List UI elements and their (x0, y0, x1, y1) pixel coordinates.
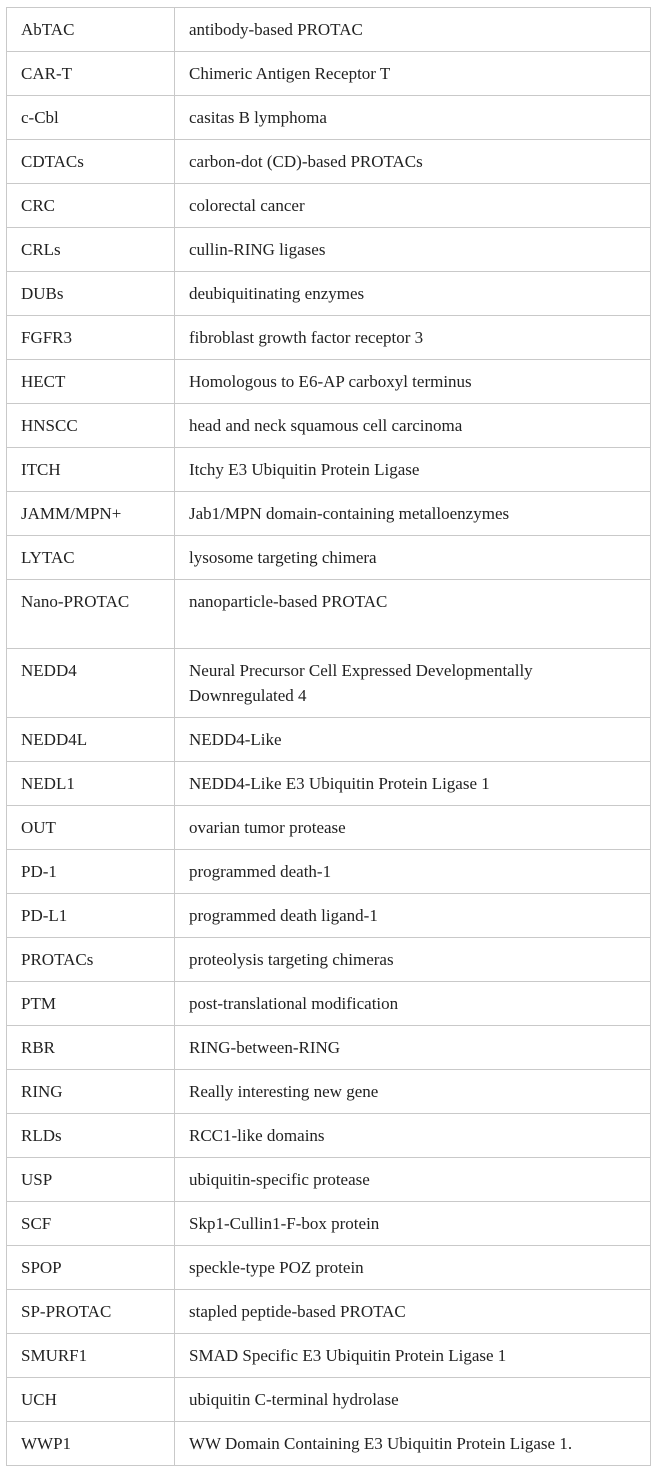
table-row (7, 8, 651, 52)
abbreviation-cell: RING (7, 1070, 175, 1114)
abbreviation-cell: NEDL1 (7, 762, 175, 806)
abbreviation-cell: PTM (7, 982, 175, 1026)
definition-cell: programmed death-1 (175, 850, 651, 894)
abbreviation-cell: DUBs (7, 272, 175, 316)
definition-cell: NEDD4-Like E3 Ubiquitin Protein Ligase 1 (175, 762, 651, 806)
table-row (7, 228, 651, 272)
definition-cell: post-translational modification (175, 982, 651, 1026)
definition-cell: ovarian tumor protease (175, 806, 651, 850)
table-row (7, 982, 651, 1026)
abbreviation-cell: LYTAC (7, 536, 175, 580)
abbreviation-cell: JAMM/MPN+ (7, 492, 175, 536)
table-row (7, 492, 651, 536)
abbreviation-cell: HECT (7, 360, 175, 404)
definition-cell: nanoparticle-based PROTAC (175, 580, 651, 649)
abbreviation-cell: ITCH (7, 448, 175, 492)
abbreviation-cell: PD-L1 (7, 894, 175, 938)
definition-cell: lysosome targeting chimera (175, 536, 651, 580)
table-row (7, 938, 651, 982)
abbreviation-cell: CRC (7, 184, 175, 228)
table-row (7, 140, 651, 184)
definition-cell: fibroblast growth factor receptor 3 (175, 316, 651, 360)
definition-cell: head and neck squamous cell carcinoma (175, 404, 651, 448)
abbreviation-cell: Nano-PROTAC (7, 580, 175, 649)
definition-cell: casitas B lymphoma (175, 96, 651, 140)
definition-cell: RING-between-RING (175, 1026, 651, 1070)
abbreviation-cell: FGFR3 (7, 316, 175, 360)
table-row (7, 762, 651, 806)
definition-cell: Jab1/MPN domain-containing metalloenzymes (175, 492, 651, 536)
table-row (7, 1158, 651, 1202)
definition-cell: ubiquitin C-terminal hydrolase (175, 1378, 651, 1422)
abbreviation-cell: NEDD4L (7, 718, 175, 762)
definition-cell: NEDD4-Like (175, 718, 651, 762)
table-row (7, 1422, 651, 1466)
table-row (7, 1026, 651, 1070)
definition-cell: deubiquitinating enzymes (175, 272, 651, 316)
abbreviation-cell: CAR-T (7, 52, 175, 96)
table-row (7, 894, 651, 938)
table-row (7, 649, 651, 718)
abbreviation-cell: SPOP (7, 1246, 175, 1290)
abbreviation-cell: AbTAC (7, 8, 175, 52)
abbreviation-cell: WWP1 (7, 1422, 175, 1466)
definition-cell: RCC1-like domains (175, 1114, 651, 1158)
abbreviation-cell: SMURF1 (7, 1334, 175, 1378)
definition-cell: Itchy E3 Ubiquitin Protein Ligase (175, 448, 651, 492)
table-row (7, 96, 651, 140)
table-row (7, 184, 651, 228)
definition-cell: SMAD Specific E3 Ubiquitin Protein Ligase 1 (175, 1334, 651, 1378)
abbreviation-cell: CDTACs (7, 140, 175, 184)
table-row (7, 1070, 651, 1114)
abbreviation-cell: PROTACs (7, 938, 175, 982)
table-row (7, 52, 651, 96)
table-row (7, 1334, 651, 1378)
table-row (7, 1378, 651, 1422)
table-row (7, 580, 651, 649)
definition-cell: programmed death ligand-1 (175, 894, 651, 938)
abbreviation-cell: HNSCC (7, 404, 175, 448)
definition-cell: Skp1-Cullin1-F-box protein (175, 1202, 651, 1246)
abbreviation-cell: RBR (7, 1026, 175, 1070)
abbreviation-cell: CRLs (7, 228, 175, 272)
abbreviation-cell: SCF (7, 1202, 175, 1246)
definition-cell: cullin-RING ligases (175, 228, 651, 272)
abbreviation-cell: RLDs (7, 1114, 175, 1158)
definition-cell: stapled peptide-based PROTAC (175, 1290, 651, 1334)
definition-cell: colorectal cancer (175, 184, 651, 228)
table-row (7, 718, 651, 762)
abbreviation-cell: PD-1 (7, 850, 175, 894)
definition-cell: ubiquitin-specific protease (175, 1158, 651, 1202)
abbreviations-table-body (7, 8, 651, 1466)
definition-cell: proteolysis targeting chimeras (175, 938, 651, 982)
table-row (7, 1290, 651, 1334)
definition-cell: Neural Precursor Cell Expressed Developmentally Downregulated 4 (175, 649, 651, 718)
table-row (7, 360, 651, 404)
table-row (7, 806, 651, 850)
definition-cell: carbon-dot (CD)-based PROTACs (175, 140, 651, 184)
table-row (7, 448, 651, 492)
table-row (7, 1202, 651, 1246)
table-row (7, 1246, 651, 1290)
abbreviation-cell: UCH (7, 1378, 175, 1422)
table-row (7, 404, 651, 448)
abbreviation-cell: NEDD4 (7, 649, 175, 718)
table-row (7, 316, 651, 360)
table-row (7, 850, 651, 894)
table-row (7, 536, 651, 580)
definition-cell: speckle-type POZ protein (175, 1246, 651, 1290)
abbreviation-cell: USP (7, 1158, 175, 1202)
definition-cell: WW Domain Containing E3 Ubiquitin Protein Ligase 1. (175, 1422, 651, 1466)
definition-cell: Chimeric Antigen Receptor T (175, 52, 651, 96)
definition-cell: Really interesting new gene (175, 1070, 651, 1114)
table-row (7, 272, 651, 316)
abbreviation-cell: OUT (7, 806, 175, 850)
definition-cell: Homologous to E6-AP carboxyl terminus (175, 360, 651, 404)
abbreviations-table (6, 7, 651, 1466)
abbreviation-cell: c-Cbl (7, 96, 175, 140)
definition-cell: antibody-based PROTAC (175, 8, 651, 52)
table-row (7, 1114, 651, 1158)
abbreviation-cell: SP-PROTAC (7, 1290, 175, 1334)
